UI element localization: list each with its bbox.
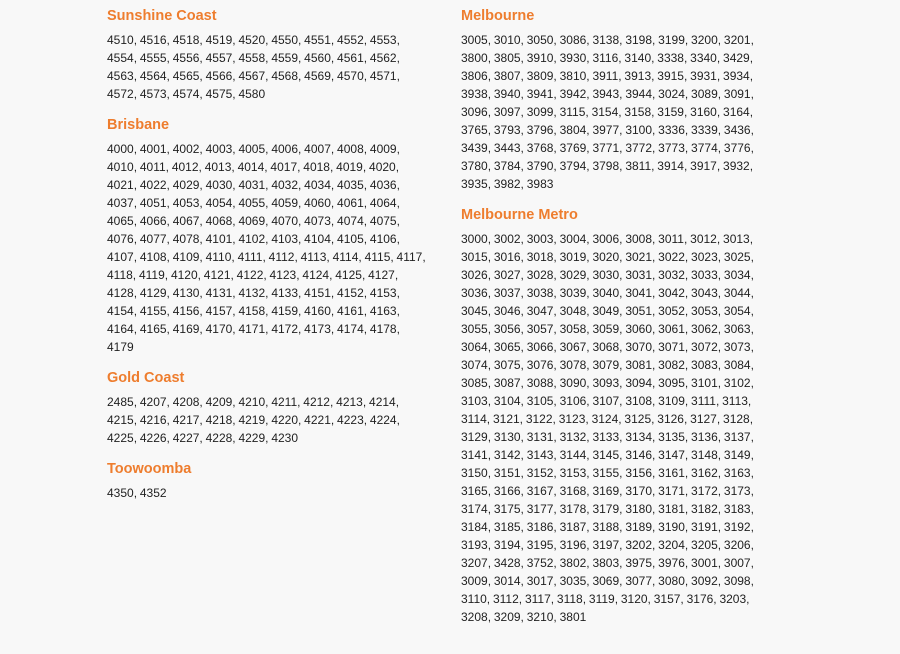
region-gold-coast [107, 368, 427, 447]
region-melbourne-metro [461, 205, 781, 626]
postcode-list: 3000, 3002, 3003, 3004, 3006, 3008, 3011, 3012, 3013, 3015, 3016, 3018, 3019, 3020, 3021, 3022, 3023, 3025, 3026, 3027, 3028, 3029, 3030, 3031, 3032, 3033, 3034, 3036, 3037, 3038, 3039, 3040, 3041, 3042, 3043, 3044, 3045, 3046, 3047, 3048, 3049, 3051, 3052, 3053, 3054, 3055, 3056, 3057, 3058, 3059, 3060, 3061, 3062, 3063, 3064, 3065, 3066, 3067, 3068, 3070, 3071, 3072, 3073, 3074, 3075, 3076, 3078, 3079, 3081, 3082, 3083, 3084, 3085, 3087, 3088, 3090, 3093, 3094, 3095, 3101, 3102, 3103, 3104, 3105, 3106, 3107, 3108, 3109, 3111, 3113, 3114, 3121, 3122, 3123, 3124, 3125, 3126, 3127, 3128, 3129, 3130, 3131, 3132, 3133, 3134, 3135, 3136, 3137, 3141, 3142, 3143, 3144, 3145, 3146, 3147, 3148, 3149, 3150, 3151, 3152, 3153, 3155, 3156, 3161, 3162, 3163, 3165, 3166, 3167, 3168, 3169, 3170, 3171, 3172, 3173, 3174, 3175, 3177, 3178, 3179, 3180, 3181, 3182, 3183, 3184, 3185, 3186, 3187, 3188, 3189, 3190, 3191, 3192, 3193, 3194, 3195, 3196, 3197, 3202, 3204, 3205, 3206, 3207, 3428, 3752, 3802, 3803, 3975, 3976, 3001, 3007, 3009, 3014, 3017, 3035, 3069, 3077, 3080, 3092, 3098, 3110, 3112, 3117, 3118, 3119, 3120, 3157, 3176, 3203, 3208, 3209, 3210, 3801 [461, 232, 754, 624]
region-melbourne [461, 6, 781, 193]
right-column [461, 6, 781, 638]
region-brisbane [107, 115, 427, 356]
region-title: Toowoomba [107, 461, 192, 477]
region-sunshine-coast [107, 6, 427, 103]
region-toowoomba [107, 459, 427, 502]
postcode-list: 2485, 4207, 4208, 4209, 4210, 4211, 4212, 4213, 4214, 4215, 4216, 4217, 4218, 4219, 4220, 4221, 4223, 4224, 4225, 4226, 4227, 4228, 4229, 4230 [107, 395, 400, 445]
postcode-list: 4510, 4516, 4518, 4519, 4520, 4550, 4551, 4552, 4553, 4554, 4555, 4556, 4557, 4558, 4559, 4560, 4561, 4562, 4563, 4564, 4565, 4566, 4567, 4568, 4569, 4570, 4571, 4572, 4573, 4574, 4575, 4580 [107, 33, 400, 101]
region-title: Sunshine Coast [107, 8, 217, 24]
left-column [107, 6, 427, 514]
postcode-list: 4000, 4001, 4002, 4003, 4005, 4006, 4007, 4008, 4009, 4010, 4011, 4012, 4013, 4014, 4017, 4018, 4019, 4020, 4021, 4022, 4029, 4030, 4031, 4032, 4034, 4035, 4036, 4037, 4051, 4053, 4054, 4055, 4059, 4060, 4061, 4064, 4065, 4066, 4067, 4068, 4069, 4070, 4073, 4074, 4075, 4076, 4077, 4078, 4101, 4102, 4103, 4104, 4105, 4106, 4107, 4108, 4109, 4110, 4111, 4112, 4113, 4114, 4115, 4117, 4118, 4119, 4120, 4121, 4122, 4123, 4124, 4125, 4127, 4128, 4129, 4130, 4131, 4132, 4133, 4151, 4152, 4153, 4154, 4155, 4156, 4157, 4158, 4159, 4160, 4161, 4163, 4164, 4165, 4169, 4170, 4171, 4172, 4173, 4174, 4178, 4179 [107, 142, 426, 354]
region-title: Gold Coast [107, 370, 185, 386]
region-title: Melbourne [461, 8, 535, 24]
postcode-list: 4350, 4352 [107, 486, 167, 500]
region-title: Melbourne Metro [461, 207, 578, 223]
region-title: Brisbane [107, 117, 170, 133]
postcode-list: 3005, 3010, 3050, 3086, 3138, 3198, 3199, 3200, 3201, 3800, 3805, 3910, 3930, 3116, 3140, 3338, 3340, 3429, 3806, 3807, 3809, 3810, 3911, 3913, 3915, 3931, 3934, 3938, 3940, 3941, 3942, 3943, 3944, 3024, 3089, 3091, 3096, 3097, 3099, 3115, 3154, 3158, 3159, 3160, 3164, 3765, 3793, 3796, 3804, 3977, 3100, 3336, 3339, 3436, 3439, 3443, 3768, 3769, 3771, 3772, 3773, 3774, 3776, 3780, 3784, 3790, 3794, 3798, 3811, 3914, 3917, 3932, 3935, 3982, 3983 [461, 33, 754, 191]
